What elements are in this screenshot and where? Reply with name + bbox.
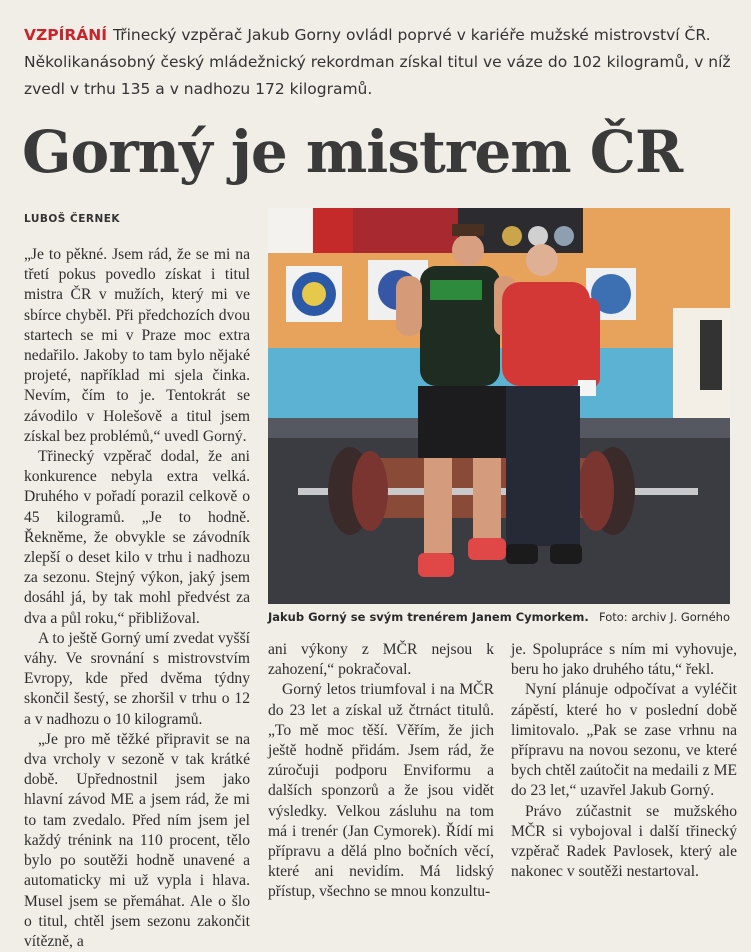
article-column-2	[268, 640, 494, 903]
paragraph: Právo zúčastnit se mužského MČR si vybojoval i další třinecký vzpěrač Radek Pavlosek, který ale nakonec v soutěži nestartoval.	[511, 802, 737, 881]
photo-credit: Foto: archiv J. Gorného	[599, 610, 730, 624]
article-photo	[268, 208, 730, 604]
lead-paragraph	[24, 22, 736, 103]
paragraph: Třinecký vzpěrač dodal, že ani konkurence nebyla extra velká. Druhého v pořadí porazil celkově o 45 kilogramů. „Je to hodně. Řekněme, že obvykle se závodník zlepší o deset kilo v trhu i nadhozu za sezonu. Stejný výkon, jaký jsem dosáhl já, by tak mohl předvést za dva a půl roku,“ přibližoval.	[24, 448, 250, 627]
photo-caption: Jakub Gorný se svým trenérem Janem Cymorkem.	[268, 610, 589, 624]
paragraph: ani výkony z MČR nejsou k zahození,“ pokračoval.	[268, 641, 494, 679]
lead-text: Třinecký vzpěrač Jakub Gorny ovládl poprvé v kariéře mužské mistrovství ČR. Několikanásobný český mládežnický rekordman získal titul ve váze do 102 kilogramů, v níž zvedl v trhu 135 a v nadhozu 172 kilogramů.	[24, 26, 731, 98]
photo-illustration	[268, 208, 730, 604]
author-byline: LUBOŠ ČERNEK	[24, 213, 121, 225]
paragraph: Gorný letos triumfoval i na MČR do 23 let a získal už čtrnáct titulů. „To mě moc těší. Věřím, že jich ještě hodně přidám. Jsem rád, že zúročuji podporu Enviformu a dalších sponzorů a že jsou vidět výsledky. Velkou zásluhu na tom má i trenér (Jan Cymorek). Řídí mi přípravu a dělá plno bočních věcí, které ani nevidím. Má lidský přístup, všechno se mnou konzultu-	[268, 681, 494, 901]
paragraph: Nyní plánuje odpočívat a vyléčit zápěstí, které ho v poslední době limitovalo. „Pak se zase vrhnu na přípravu na novou sezonu, ve které bych chtěl zaútočit na medaili z ME do 23 let,“ uzavřel Jakub Gorný.	[511, 681, 737, 800]
paragraph: „Je pro mě těžké připravit se na dva vrcholy v sezoně v tak krátké době. Upřednostnil jsem jako hlavní závod ME a jsem rád, že mi to tam zvedalo. Před ním jsem jel každý trénink na 110 procent, tělo bylo po soutěži hodně unavené a automaticky mi už vypla i hlava. Musel jsem se přemáhat. Ale o šlo o titul, chtěl jsem sezonu zakončit vítězně, a	[24, 730, 250, 950]
section-kicker: VZPÍRÁNÍ	[24, 26, 108, 44]
paragraph: „Je to pěkné. Jsem rád, že se mi na třetí pokus povedlo získat i titul mistra ČR v mužích, který mi ve sbírce chyběl. Při předchozích dvou startech se mi v Praze moc extra nedařilo. Jakoby to tam bylo nějaké projeté, například mi sjela činka. Nevím, čím to je. Tentokrát se závodilo v Holešově a titul jsem získal bez problémů,“ uvedl Gorný.	[24, 246, 250, 445]
article-column-3	[511, 640, 737, 882]
headline: Gorný je mistrem ČR	[22, 118, 683, 186]
paragraph: je. Spolupráce s ním mi vyhovuje, beru ho jako druhého tátu,“ řekl.	[511, 641, 737, 679]
paragraph: A to ještě Gorný umí zvedat vyšší váhy. Ve srovnání s mistrovstvím Evropy, kde před dvěma týdny skončil šestý, se zhoršil v trhu o 12 a v nadhozu o 10 kilogramů.	[24, 629, 250, 728]
article-column-1	[24, 245, 250, 952]
photo-caption-row	[268, 610, 738, 624]
